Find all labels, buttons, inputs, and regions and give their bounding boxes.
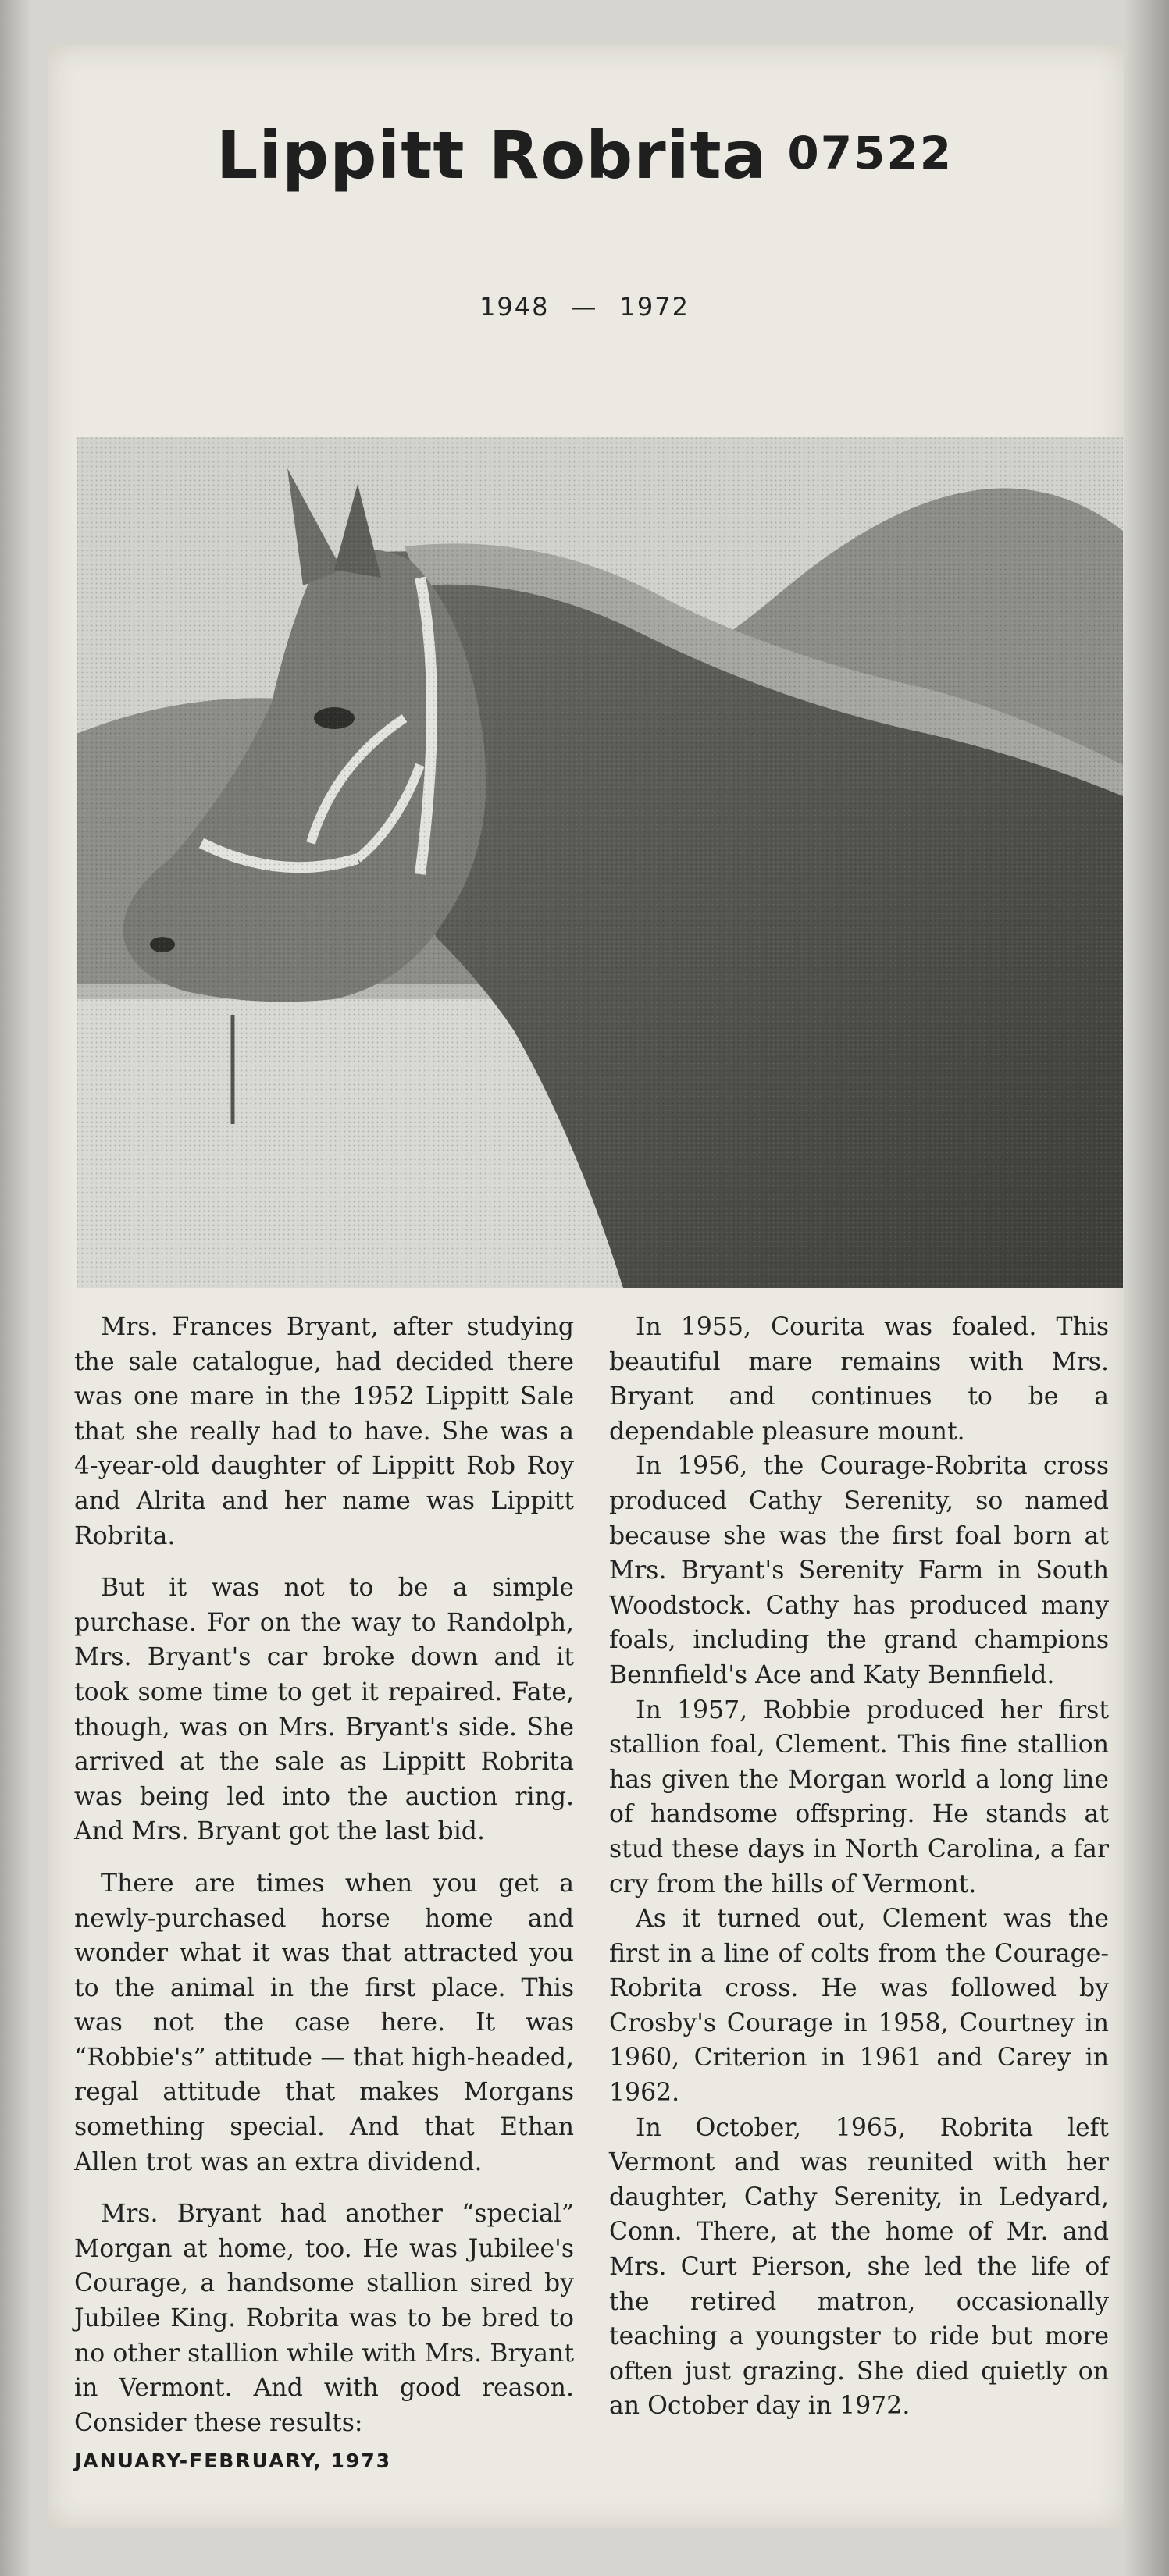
article-column-right [609,1310,1109,2424]
paragraph: In October, 1965, Robrita left Vermont and was reunited with her daughter, Cathy Serenity, in Ledyard, Conn. There, at the home of Mr. and Mrs. Curt Pierson, she led the life of the retired matron, occasionally teaching a youngster to ride but more often just grazing. She died quietly on an October day in 1972. [609,2113,1109,2421]
registration-number: 07522 [787,126,953,180]
paragraph: In 1955, Courita was foaled. This beautiful mare remains with Mrs. Bryant and continues to be a dependable pleasure mount. [609,1313,1109,1446]
paragraph: Mrs. Frances Bryant, after studying the sale catalogue, had decided there was one mare in the 1952 Lippitt Sale that she really had to have. She was a 4-year-old daughter of Lippitt Rob Roy and Alrita and her name was Lippitt Robrita. [74,1313,574,1550]
horse-name: Lippitt Robrita [216,117,768,194]
life-dates [0,292,1169,322]
issue-date: JANUARY-FEBRUARY, 1973 [74,2450,392,2472]
paragraph: In 1957, Robbie produced her first stallion foal, Clement. This fine stallion has given the Morgan world a long line of handsome offspring. He stands at stud these days in North Carolina, a far cry from the hills of Vermont. [609,1695,1109,1898]
horse-photo [77,437,1123,1288]
birth-year: 1948 [479,292,550,322]
paragraph: But it was not to be a simple purchase. For on the way to Randolph, Mrs. Bryant's car broke down and it took some time to get it repaired. Fate, though, was on Mrs. Bryant's side. She arrived at the sale as Lippitt Robrita was being led into the auction ring. And Mrs. Bryant got the last bid. [74,1574,574,1846]
date-dash: — [571,292,598,322]
paragraph: As it turned out, Clement was the first in a line of colts from the Courage-Robrita cross. He was followed by Crosby's Courage in 1958, Courtney in 1960, Criterion in 1961 and Carey in 1962. [609,1905,1109,2108]
paragraph: There are times when you get a newly-purchased horse home and wonder what it was that attracted you to the animal in the first place. This was not the case here. It was “Robbie's” attitude — that high-headed, regal attitude that makes Morgans something special. And that Ethan Allen trot was an extra dividend. [74,1869,574,2176]
horse-photo-illustration [77,437,1123,1288]
paragraph: Mrs. Bryant had another “special” Morgan at home, too. He was Jubilee's Courage, a handsome stallion sired by Jubilee King. Robrita was to be bred to no other stallion while with Mrs. Bryant in Vermont. And with good reason. Consider these results: [74,2200,574,2437]
death-year: 1972 [619,292,690,322]
article-title [0,117,1169,194]
article-column-left [74,1310,574,2457]
paragraph: In 1956, the Courage-Robrita cross produced Cathy Serenity, so named because she was the first foal born at Mrs. Bryant's Serenity Farm in South Woodstock. Cathy has produced many foals, including the grand champions Bennfield's Ace and Katy Bennfield. [609,1452,1109,1689]
